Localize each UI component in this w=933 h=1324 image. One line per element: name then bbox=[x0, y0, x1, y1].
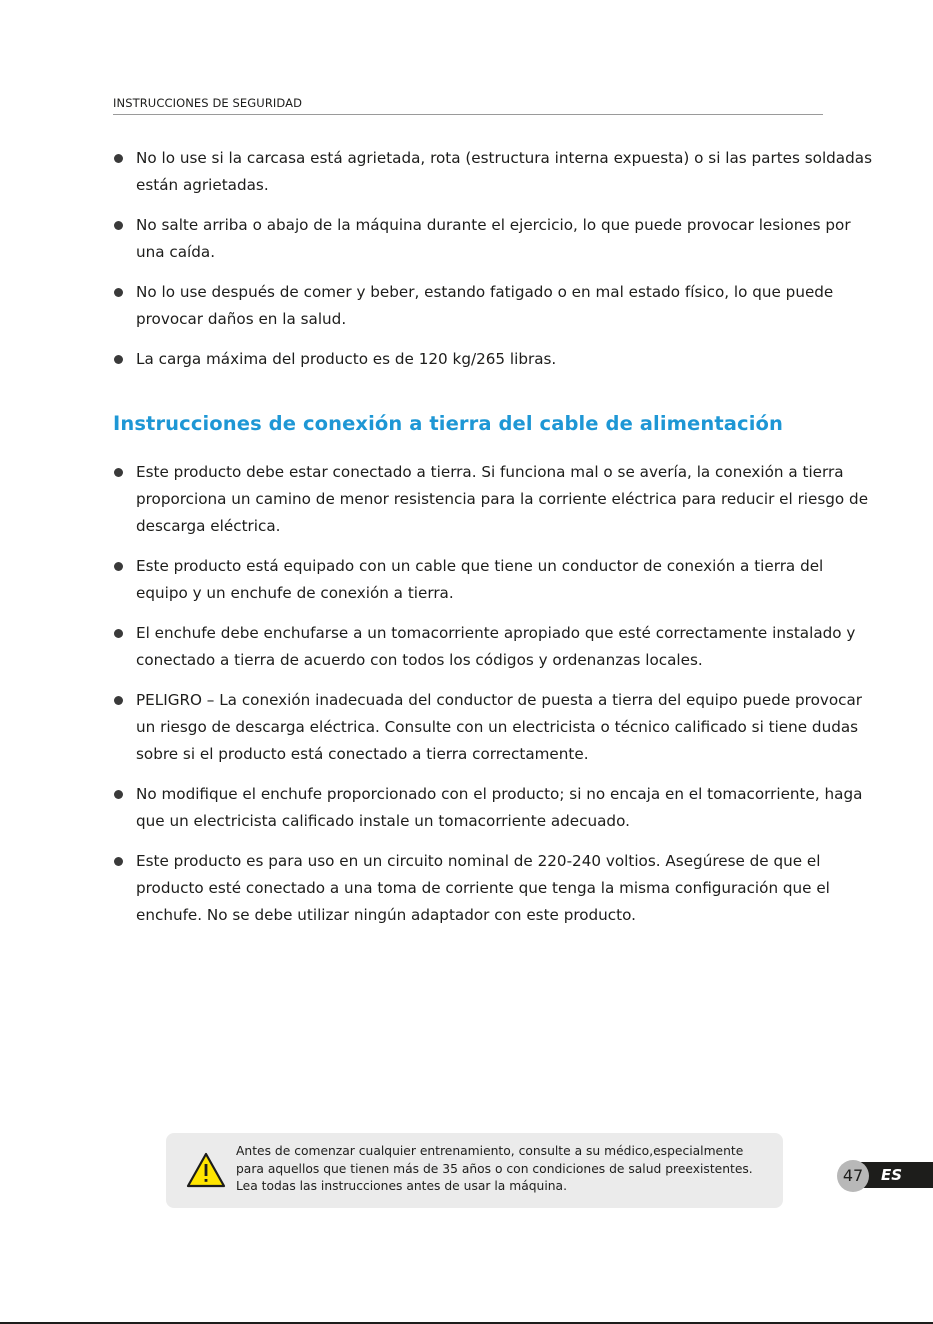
warning-line: Lea todas las instrucciones antes de usar la máquina. bbox=[236, 1179, 567, 1193]
header-divider bbox=[113, 114, 823, 115]
list-item-text: No lo use si la carcasa está agrietada, rota (estructura interna expuesta) o si las partes soldadas están agrietadas. bbox=[136, 149, 872, 194]
running-header: INSTRUCCIONES DE SEGURIDAD bbox=[113, 96, 303, 110]
bullet-icon bbox=[114, 696, 123, 705]
language-tab: ES bbox=[853, 1162, 933, 1188]
list-item-text: No salte arriba o abajo de la máquina durante el ejercicio, lo que puede provocar lesiones por una caída. bbox=[136, 216, 851, 261]
list-item-text: No modifique el enchufe proporcionado con el producto; si no encaja en el tomacorriente, haga que un electricista calificado instale un tomacorriente adecuado. bbox=[136, 785, 863, 830]
bullet-icon bbox=[114, 629, 123, 638]
warning-callout bbox=[166, 1133, 783, 1208]
list-item bbox=[113, 212, 873, 266]
bullet-icon bbox=[114, 221, 123, 230]
list-item bbox=[113, 145, 873, 199]
list-item-text: Este producto está equipado con un cable que tiene un conductor de conexión a tierra del equipo y un enchufe de conexión a tierra. bbox=[136, 557, 824, 602]
list-item-text: PELIGRO – La conexión inadecuada del conductor de puesta a tierra del equipo puede provocar un riesgo de descarga eléctrica. Consulte con un electricista o técnico calificado si tiene dudas sobre si el producto está conectado a tierra correctamente. bbox=[136, 691, 863, 763]
list-item-text: Este producto debe estar conectado a tierra. Si funciona mal o se avería, la conexión a tierra proporciona un camino de menor resistencia para la corriente eléctrica para reducir el riesgo de descarga eléctrica. bbox=[136, 463, 869, 535]
list-item bbox=[113, 553, 873, 607]
warning-text bbox=[236, 1143, 776, 1196]
grounding-list bbox=[113, 459, 873, 942]
bullet-icon bbox=[114, 790, 123, 799]
list-item bbox=[113, 459, 873, 540]
list-item-text: Este producto es para uso en un circuito nominal de 220-240 voltios. Asegúrese de que el producto esté conectado a una toma de corriente que tenga la misma configuración que el enchufe. No se debe utilizar ningún adaptador con este producto. bbox=[136, 852, 830, 924]
bullet-icon bbox=[114, 468, 123, 477]
list-item bbox=[113, 346, 873, 373]
warning-triangle-icon bbox=[186, 1152, 226, 1188]
list-item-text: No lo use después de comer y beber, estando fatigado o en mal estado físico, lo que puede provocar daños en la salud. bbox=[136, 283, 834, 328]
list-item bbox=[113, 781, 873, 835]
bullet-icon bbox=[114, 355, 123, 364]
list-item bbox=[113, 279, 873, 333]
bullet-icon bbox=[114, 857, 123, 866]
bullet-icon bbox=[114, 154, 123, 163]
list-item bbox=[113, 848, 873, 929]
bullet-icon bbox=[114, 288, 123, 297]
list-item-text: La carga máxima del producto es de 120 kg/265 libras. bbox=[136, 350, 557, 368]
warning-line: Antes de comenzar cualquier entrenamiento, consulte a su médico,especialmente bbox=[236, 1144, 744, 1158]
list-item bbox=[113, 620, 873, 674]
bullet-icon bbox=[114, 562, 123, 571]
warning-line: para aquellos que tienen más de 35 años o con condiciones de salud preexistentes. bbox=[236, 1161, 753, 1176]
section-heading: Instrucciones de conexión a tierra del cable de alimentación bbox=[113, 412, 783, 435]
safety-list bbox=[113, 145, 873, 386]
list-item-text: El enchufe debe enchufarse a un tomacorriente apropiado que esté correctamente instalado y conectado a tierra de acuerdo con todos los códigos y ordenanzas locales. bbox=[136, 624, 856, 669]
list-item bbox=[113, 687, 873, 768]
page-number: 47 bbox=[837, 1160, 869, 1192]
